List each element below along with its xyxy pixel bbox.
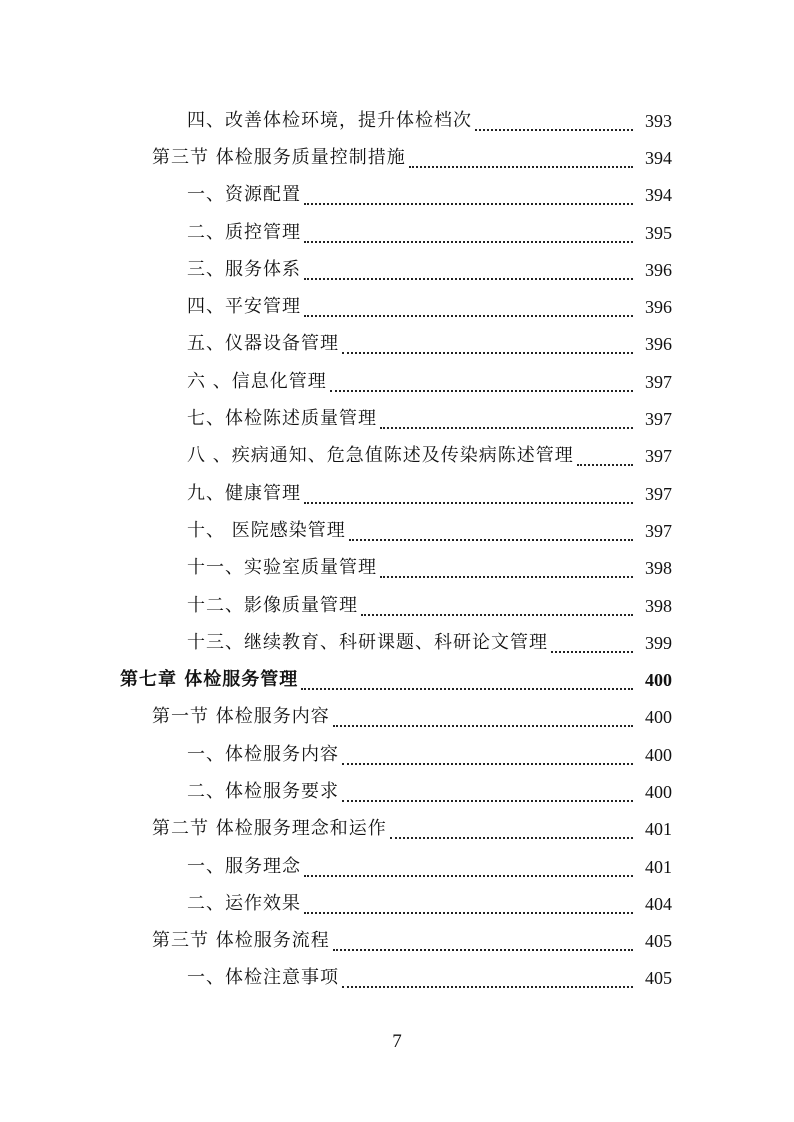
toc-entry-page: 405 [645,931,672,952]
toc-entry-page: 400 [645,670,672,691]
toc-entry-page: 395 [645,222,672,243]
toc-entry[interactable] [0,400,794,437]
dot-leader [304,227,633,243]
toc-entry-title: 七、体检陈述质量管理 [187,408,377,430]
page-number: 7 [392,1031,402,1052]
dot-leader [349,525,633,541]
toc-entry-title: 第三节 体检服务流程 [152,930,330,952]
toc-entry-title: 六 、信息化管理 [187,370,327,392]
toc-entry[interactable] [0,512,794,549]
toc-entry[interactable] [0,550,794,587]
toc-entry[interactable] [0,326,794,363]
toc-entry-page: 397 [645,446,672,467]
toc-entry-title: 四、改善体检环境，提升体检档次 [187,109,472,131]
toc-entry-title: 第二节 体检服务理念和运作 [152,818,387,840]
toc-entry-title: 第七章 体检服务管理 [120,669,299,691]
toc-entry-title: 一、资源配置 [187,184,301,206]
dot-leader [342,338,633,354]
toc-entry[interactable] [0,699,794,736]
toc-entry-page: 396 [645,334,672,355]
dot-leader [342,972,633,988]
toc-entry-page: 397 [645,520,672,541]
table-of-contents [0,102,794,997]
toc-entry-page: 396 [645,297,672,318]
toc-entry-page: 401 [645,856,672,877]
toc-entry-page: 394 [645,185,672,206]
toc-entry-page: 400 [645,781,672,802]
toc-entry[interactable] [0,102,794,139]
dot-leader [304,301,633,317]
dot-leader [551,637,633,653]
toc-entry-title: 三、服务体系 [187,258,301,280]
dot-leader [577,450,633,466]
dot-leader [342,749,633,765]
toc-entry-title: 九、健康管理 [187,482,301,504]
toc-entry-title: 第三节 体检服务质量控制措施 [152,146,406,168]
toc-entry-page: 404 [645,893,672,914]
dot-leader [380,562,633,578]
toc-entry-page: 397 [645,483,672,504]
toc-entry[interactable] [0,438,794,475]
dot-leader [333,711,633,727]
toc-entry-page: 397 [645,371,672,392]
toc-entry-title: 五、仪器设备管理 [187,333,339,355]
toc-entry-page: 401 [645,819,672,840]
toc-entry-title: 十一、实验室质量管理 [187,557,377,579]
toc-entry-title: 十二、影像质量管理 [187,594,358,616]
toc-entry[interactable] [0,251,794,288]
dot-leader [304,488,633,504]
dot-leader [304,898,633,914]
toc-entry[interactable] [0,624,794,661]
dot-leader [333,935,633,951]
toc-entry-title: 八 、疾病通知、危急值陈述及传染病陈述管理 [187,445,574,467]
toc-entry-title: 第一节 体检服务内容 [152,706,330,728]
toc-entry-page: 400 [645,744,672,765]
toc-entry-title: 四、平安管理 [187,296,301,318]
dot-leader [304,861,633,877]
toc-entry-page: 393 [645,110,672,131]
toc-entry[interactable] [0,587,794,624]
toc-entry-title: 一、体检注意事项 [187,967,339,989]
toc-entry[interactable] [0,773,794,810]
toc-entry[interactable] [0,214,794,251]
toc-chapter-entry[interactable] [0,661,794,698]
dot-leader [475,115,633,131]
dot-leader [301,674,633,690]
toc-entry[interactable] [0,848,794,885]
toc-entry[interactable] [0,811,794,848]
dot-leader [342,786,633,802]
toc-entry[interactable] [0,288,794,325]
toc-entry-page: 398 [645,595,672,616]
toc-entry-page: 405 [645,968,672,989]
toc-entry[interactable] [0,885,794,922]
dot-leader [330,376,633,392]
toc-entry-title: 二、体检服务要求 [187,780,339,802]
toc-entry[interactable] [0,363,794,400]
toc-entry-title: 十三、继续教育、科研课题、科研论文管理 [187,631,548,653]
toc-entry-title: 二、运作效果 [187,892,301,914]
toc-entry[interactable] [0,475,794,512]
toc-entry-title: 一、服务理念 [187,855,301,877]
toc-entry[interactable] [0,139,794,176]
toc-entry-page: 400 [645,707,672,728]
toc-entry-title: 一、体检服务内容 [187,743,339,765]
toc-entry-page: 394 [645,147,672,168]
toc-entry-page: 399 [645,632,672,653]
toc-entry[interactable] [0,960,794,997]
toc-entry-page: 398 [645,558,672,579]
toc-entry-page: 397 [645,409,672,430]
toc-entry[interactable] [0,177,794,214]
dot-leader [390,823,633,839]
dot-leader [409,152,633,168]
toc-entry-page: 396 [645,259,672,280]
toc-entry-title: 十、 医院感染管理 [187,519,346,541]
toc-entry[interactable] [0,736,794,773]
dot-leader [380,413,633,429]
toc-entry-title: 二、质控管理 [187,221,301,243]
dot-leader [361,600,633,616]
dot-leader [304,189,633,205]
toc-entry[interactable] [0,923,794,960]
dot-leader [304,264,633,280]
